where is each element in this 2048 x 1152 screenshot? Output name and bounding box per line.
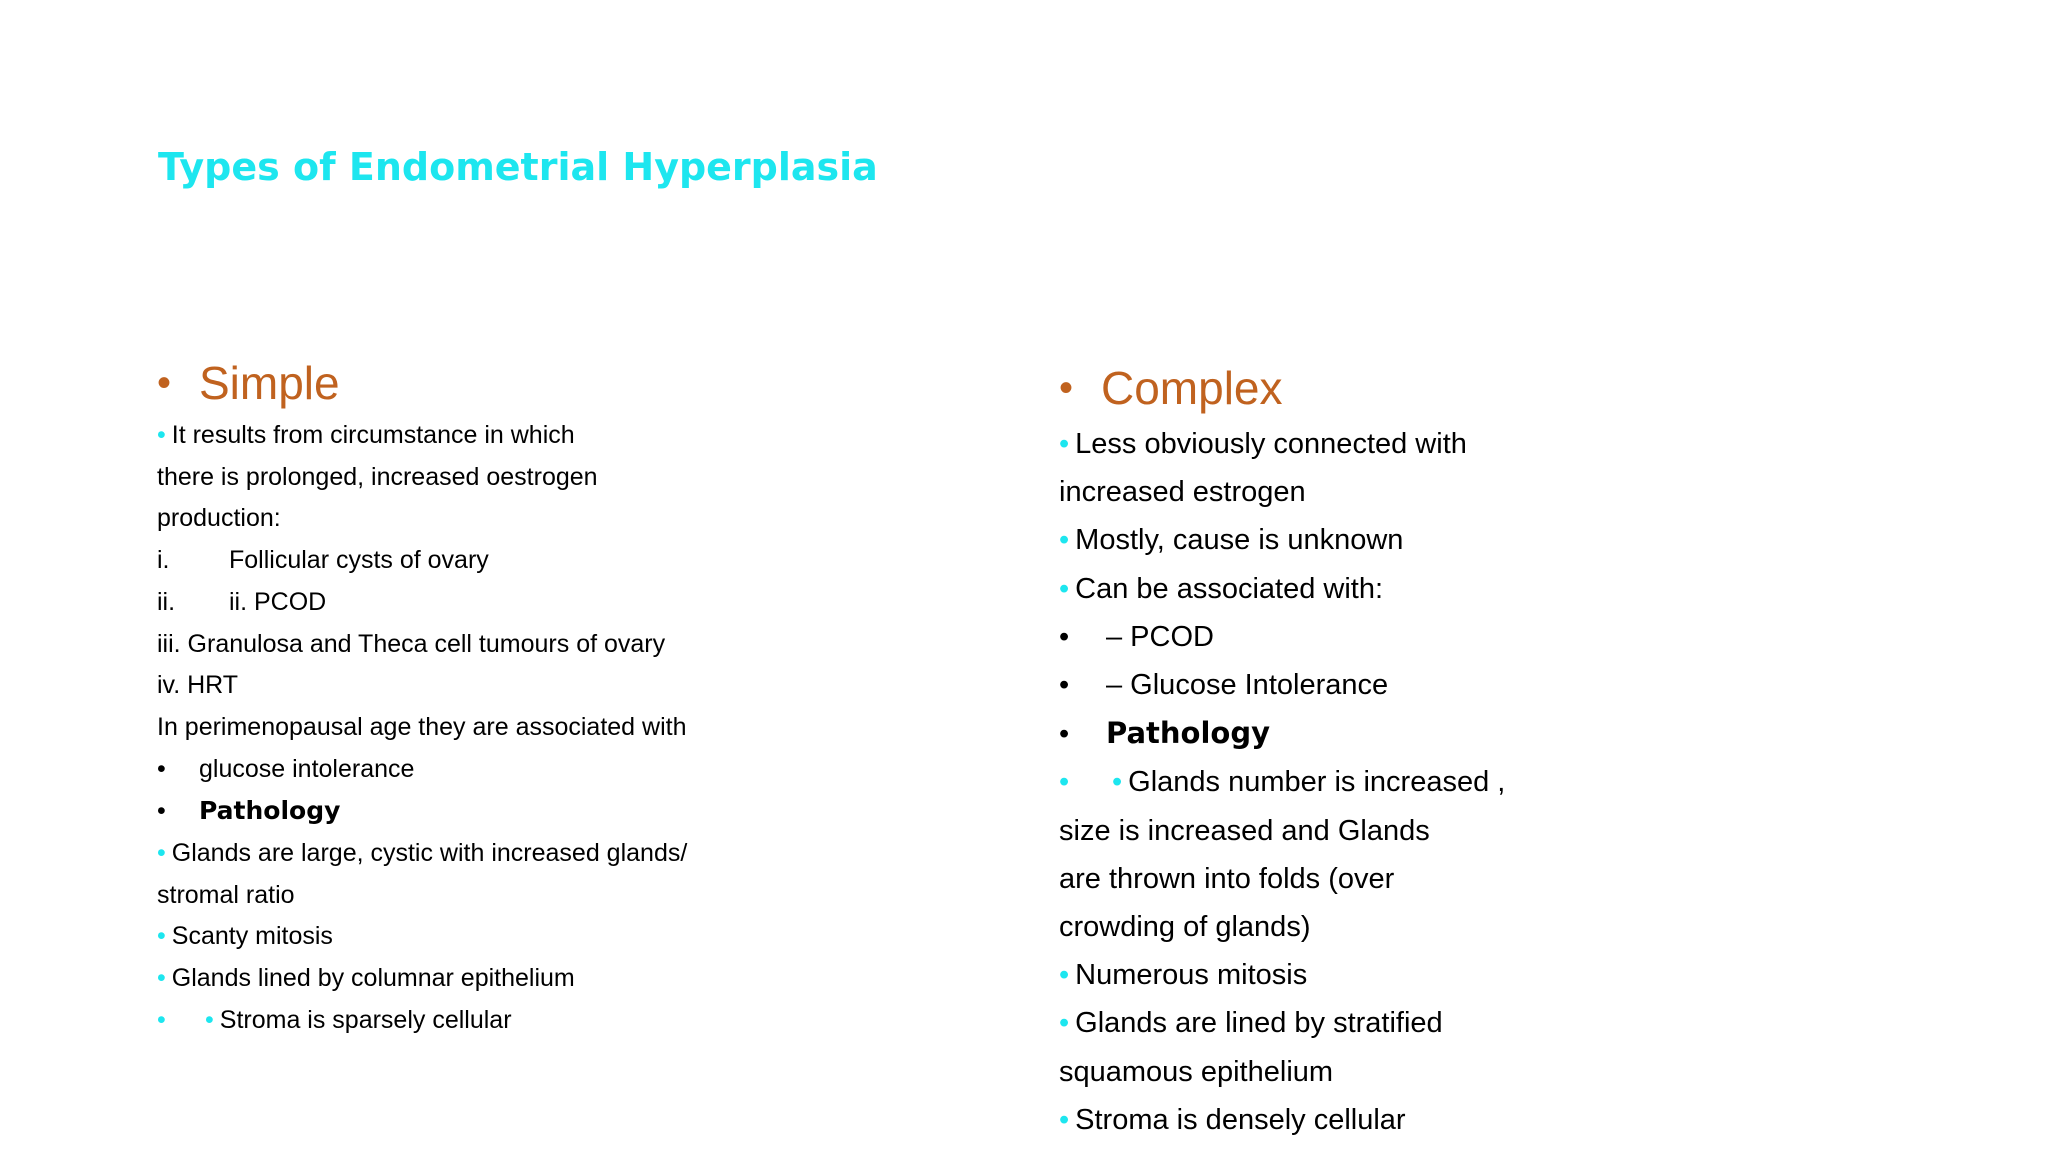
list-item: • – Glucose Intolerance	[1059, 661, 1959, 709]
list-item: size is increased and Glands	[1059, 814, 1430, 847]
list-item: iv. HRT	[157, 671, 239, 700]
complex-heading-label: Complex	[1101, 362, 1283, 414]
bullet-icon: •	[157, 421, 166, 449]
bullet-icon: •	[205, 1005, 214, 1034]
list-item: • Glands lined by columnar epithelium	[157, 964, 575, 993]
bullet-icon: •	[157, 839, 166, 868]
list-item: • • Stroma is sparsely cellular	[157, 1000, 1017, 1042]
bullet-icon: •	[157, 361, 172, 405]
list-item: • • Glands number is increased ,	[1059, 758, 1959, 806]
list-item: squamous epithelium	[1059, 1055, 1334, 1088]
simple-heading-label: Simple	[199, 357, 340, 409]
simple-column	[157, 355, 1017, 1042]
bullet-icon: •	[157, 754, 166, 783]
list-item: ii. ii. PCOD	[157, 582, 1017, 624]
bullet-icon: •	[157, 797, 166, 826]
bullet-icon: •	[157, 1005, 166, 1034]
bullet-icon: •	[1059, 620, 1070, 653]
complex-heading	[1059, 360, 1959, 416]
list-item: • Mostly, cause is unknown	[1059, 524, 1404, 557]
bullet-icon: •	[157, 922, 166, 951]
list-item: • glucose intolerance	[157, 749, 1017, 791]
list-item: • Less obviously connected with	[1059, 428, 1467, 460]
list-item: iii. Granulosa and Theca cell tumours of ovary	[157, 629, 666, 658]
list-number: ii.	[157, 587, 176, 616]
list-item: • Can be associated with:	[1059, 572, 1384, 605]
list-item: In perimenopausal age they are associated with	[157, 712, 687, 741]
list-item: • It results from circumstance in which	[157, 421, 575, 449]
list-item: • Stroma is densely cellular	[1059, 1103, 1406, 1136]
bullet-icon: •	[1059, 669, 1070, 702]
bullet-icon: •	[1059, 572, 1070, 605]
list-item: increased estrogen	[1059, 476, 1306, 509]
list-item: stromal ratio	[157, 880, 295, 909]
pathology-subheading: • Pathology	[157, 790, 1017, 833]
slide-title: Types of Endometrial Hyperplasia	[158, 145, 878, 189]
list-item: there is prolonged, increased oestrogen	[157, 462, 598, 491]
list-item: • – PCOD	[1059, 613, 1959, 661]
bullet-icon: •	[1059, 718, 1070, 751]
list-item: • Glands are lined by stratified	[1059, 1007, 1443, 1040]
list-item: • Glands are large, cystic with increased glands/	[157, 839, 688, 868]
list-item: • Scanty mitosis	[157, 922, 333, 951]
bullet-icon: •	[1059, 1007, 1070, 1040]
list-item: are thrown into folds (over	[1059, 862, 1395, 895]
list-item: crowding of glands)	[1059, 911, 1311, 944]
bullet-icon: •	[1059, 766, 1070, 799]
list-item: i. Follicular cysts of ovary	[157, 540, 1017, 582]
bullet-icon: •	[1112, 766, 1123, 799]
bullet-icon: •	[1059, 959, 1070, 992]
simple-heading	[157, 355, 1017, 411]
bullet-icon: •	[1059, 428, 1070, 460]
complex-column	[1059, 360, 1959, 1144]
bullet-icon: •	[1059, 524, 1070, 557]
bullet-icon: •	[157, 964, 166, 993]
bullet-icon: •	[1059, 1103, 1070, 1136]
bullet-icon: •	[1059, 366, 1074, 410]
pathology-subheading: • Pathology	[1059, 709, 1959, 758]
list-item: production:	[157, 504, 281, 533]
list-item: • Numerous mitosis	[1059, 959, 1308, 992]
list-number: i.	[157, 546, 170, 575]
